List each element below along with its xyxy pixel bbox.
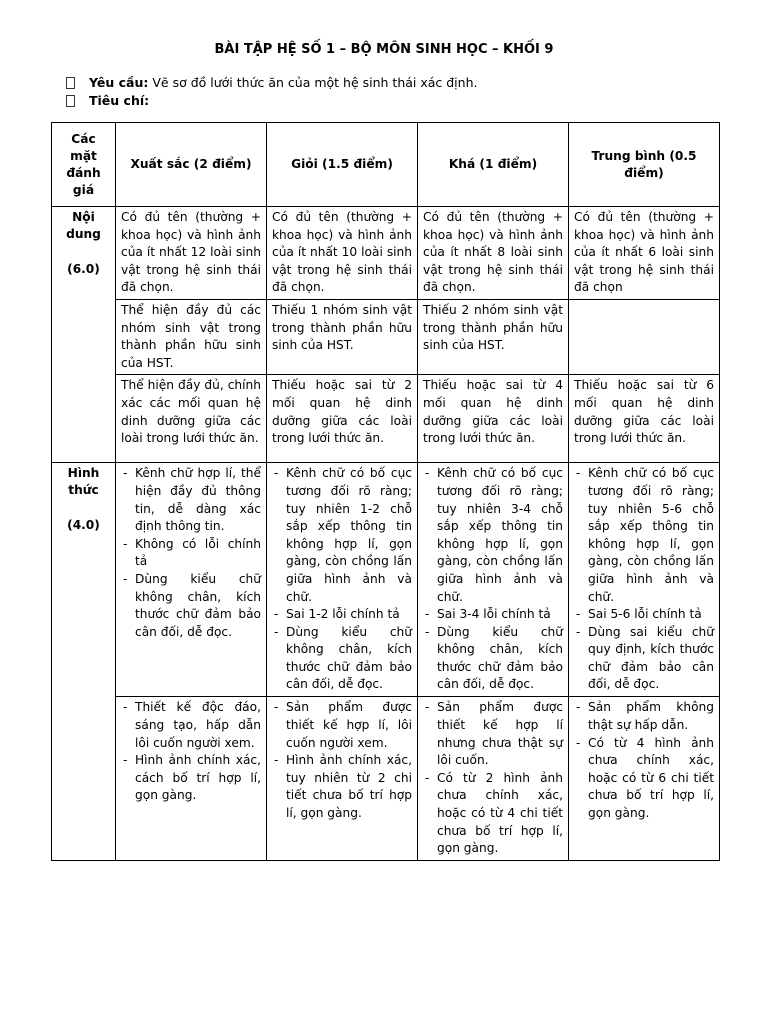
table-cell <box>116 697 267 860</box>
dash-list <box>272 699 412 822</box>
page-title: BÀI TẬP HỆ SỐ 1 – BỘ MÔN SINH HỌC – KHỐI 9 <box>214 42 554 57</box>
table-row <box>52 207 720 300</box>
table-row <box>52 375 720 463</box>
list-item: - Sai 5-6 lỗi chính tả <box>574 606 714 624</box>
header-criteria: Các mặt đánh giá <box>52 123 116 207</box>
table-cell: Thiếu 2 nhóm sinh vật trong thành phần hữu sinh của HST. <box>418 299 569 374</box>
criterion-content-name: Nội dung <box>66 210 101 241</box>
list-item: - Sản phẩm được thiết kế hợp lí, lôi cuốn người xem. <box>272 699 412 752</box>
criterion-form-points: (4.0) <box>67 518 100 533</box>
table-cell: Thiếu hoặc sai từ 6 mối quan hệ dinh dưỡng giữa các loài trong lưới thức ăn. <box>569 375 720 463</box>
list-item: - Có từ 4 hình ảnh chưa chính xác, hoặc có từ 6 chi tiết chưa bố trí hợp lí, gọn gàng. <box>574 735 714 823</box>
dash-list <box>121 465 261 641</box>
list-item: - Kênh chữ có bố cục tương đối rõ ràng; tuy nhiên 1-2 chỗ sắp xếp thông tin không hợp lí, gọn gàng, còn chồng lấn giữa hình ảnh và chữ. <box>272 465 412 606</box>
table-cell <box>116 463 267 697</box>
list-item: - Hình ảnh chính xác, cách bố trí hợp lí, gọn gàng. <box>121 752 261 805</box>
dash-list <box>574 699 714 822</box>
requirement-line <box>66 75 477 90</box>
requirement-text: Vẽ sơ đồ lưới thức ăn của một hệ sinh thái xác định. <box>152 75 478 90</box>
list-item: - Dùng kiểu chữ không chân, kích thước chữ đảm bảo cân đối, dễ đọc. <box>272 624 412 694</box>
dash-list <box>272 465 412 694</box>
table-row <box>52 463 720 697</box>
requirement-label: Yêu cầu: <box>89 75 149 90</box>
table-cell: Có đủ tên (thường + khoa học) và hình ảnh của ít nhất 12 loài sinh vật trong hệ sinh thái đã chọn. <box>116 207 267 300</box>
table-cell: Có đủ tên (thường + khoa học) và hình ảnh của ít nhất 8 loài sinh vật trong hệ sinh thái đã chọn. <box>418 207 569 300</box>
criteria-line <box>66 93 149 108</box>
table-row <box>52 697 720 860</box>
table-cell <box>418 697 569 860</box>
table-row <box>52 299 720 374</box>
list-item: - Sai 3-4 lỗi chính tả <box>423 606 563 624</box>
list-item: - Không có lỗi chính tả <box>121 536 261 571</box>
dash-list <box>423 699 563 857</box>
list-item: - Dùng kiểu chữ không chân, kích thước chữ đảm bảo cân đối, dễ đọc. <box>121 571 261 641</box>
table-cell <box>569 299 720 374</box>
list-item: - Có từ 2 hình ảnh chưa chính xác, hoặc có từ 4 chi tiết chưa bố trí hợp lí, gọn gàng. <box>423 770 563 858</box>
rubric-table <box>51 122 720 861</box>
table-cell: Thể hiện đầy đủ các nhóm sinh vật trong thành phần hữu sinh của HST. <box>116 299 267 374</box>
list-item: - Kênh chữ có bố cục tương đối rõ ràng; tuy nhiên 5-6 chỗ sắp xếp thông tin không hợp lí, gọn gàng, còn chồng lấn giữa hình ảnh và chữ. <box>574 465 714 606</box>
list-item: - Kênh chữ hợp lí, thể hiện đầy đủ thông tin, dễ dàng xác định thông tin. <box>121 465 261 535</box>
list-item: - Dùng sai kiểu chữ quy định, kích thước chữ đảm bảo cân đối, dễ đọc. <box>574 624 714 694</box>
header-average: Trung bình (0.5 điểm) <box>569 123 720 207</box>
header-fair: Khá (1 điểm) <box>418 123 569 207</box>
list-item: - Sản phẩm được thiết kế hợp lí nhưng chưa thật sự lôi cuốn. <box>423 699 563 769</box>
dash-list <box>121 699 261 805</box>
list-item: - Dùng kiểu chữ không chân, kích thước chữ đảm bảo cân đối, dễ đọc. <box>423 624 563 694</box>
table-cell <box>267 463 418 697</box>
table-cell: Có đủ tên (thường + khoa học) và hình ảnh của ít nhất 10 loài sinh vật trong hệ sinh thái đã chọn. <box>267 207 418 300</box>
list-item: - Thiết kế độc đáo, sáng tạo, hấp dẫn lôi cuốn người xem. <box>121 699 261 752</box>
list-item: - Sản phẩm không thật sự hấp dẫn. <box>574 699 714 734</box>
table-cell: Có đủ tên (thường + khoa học) và hình ảnh của ít nhất 6 loài sinh vật trong hệ sinh thái đã chọn <box>569 207 720 300</box>
table-cell: Thiếu hoặc sai từ 2 mối quan hệ dinh dưỡng giữa các loài trong lưới thức ăn. <box>267 375 418 463</box>
table-cell <box>267 697 418 860</box>
checkbox-bullet-icon <box>66 95 75 107</box>
table-cell <box>569 463 720 697</box>
criterion-form <box>52 463 116 860</box>
criteria-label: Tiêu chí: <box>89 93 150 108</box>
header-row <box>52 123 720 207</box>
dash-list <box>423 465 563 694</box>
table-cell: Thiếu 1 nhóm sinh vật trong thành phần hữu sinh của HST. <box>267 299 418 374</box>
list-item: - Kênh chữ có bố cục tương đối rõ ràng; tuy nhiên 3-4 chỗ sắp xếp thông tin không hợp lí, gọn gàng, còn chồng lấn giữa hình ảnh và chữ. <box>423 465 563 606</box>
header-excellent: Xuất sắc (2 điểm) <box>116 123 267 207</box>
criterion-content-points: (6.0) <box>67 262 100 276</box>
criterion-content <box>52 207 116 463</box>
table-cell <box>418 463 569 697</box>
table-cell: Thiếu hoặc sai từ 4 mối quan hệ dinh dưỡng giữa các loài trong lưới thức ăn. <box>418 375 569 463</box>
list-item: - Hình ảnh chính xác, tuy nhiên từ 2 chi tiết chưa bố trí hợp lí, gọn gàng. <box>272 752 412 822</box>
criterion-form-name: Hình thức <box>67 466 100 498</box>
list-item: - Sai 1-2 lỗi chính tả <box>272 606 412 624</box>
dash-list <box>574 465 714 694</box>
checkbox-bullet-icon <box>66 77 75 89</box>
table-cell: Thể hiện đầy đủ, chính xác các mối quan hệ dinh dưỡng giữa các loài trong lưới thức ăn. <box>116 375 267 463</box>
table-cell <box>569 697 720 860</box>
header-good: Giỏi (1.5 điểm) <box>267 123 418 207</box>
